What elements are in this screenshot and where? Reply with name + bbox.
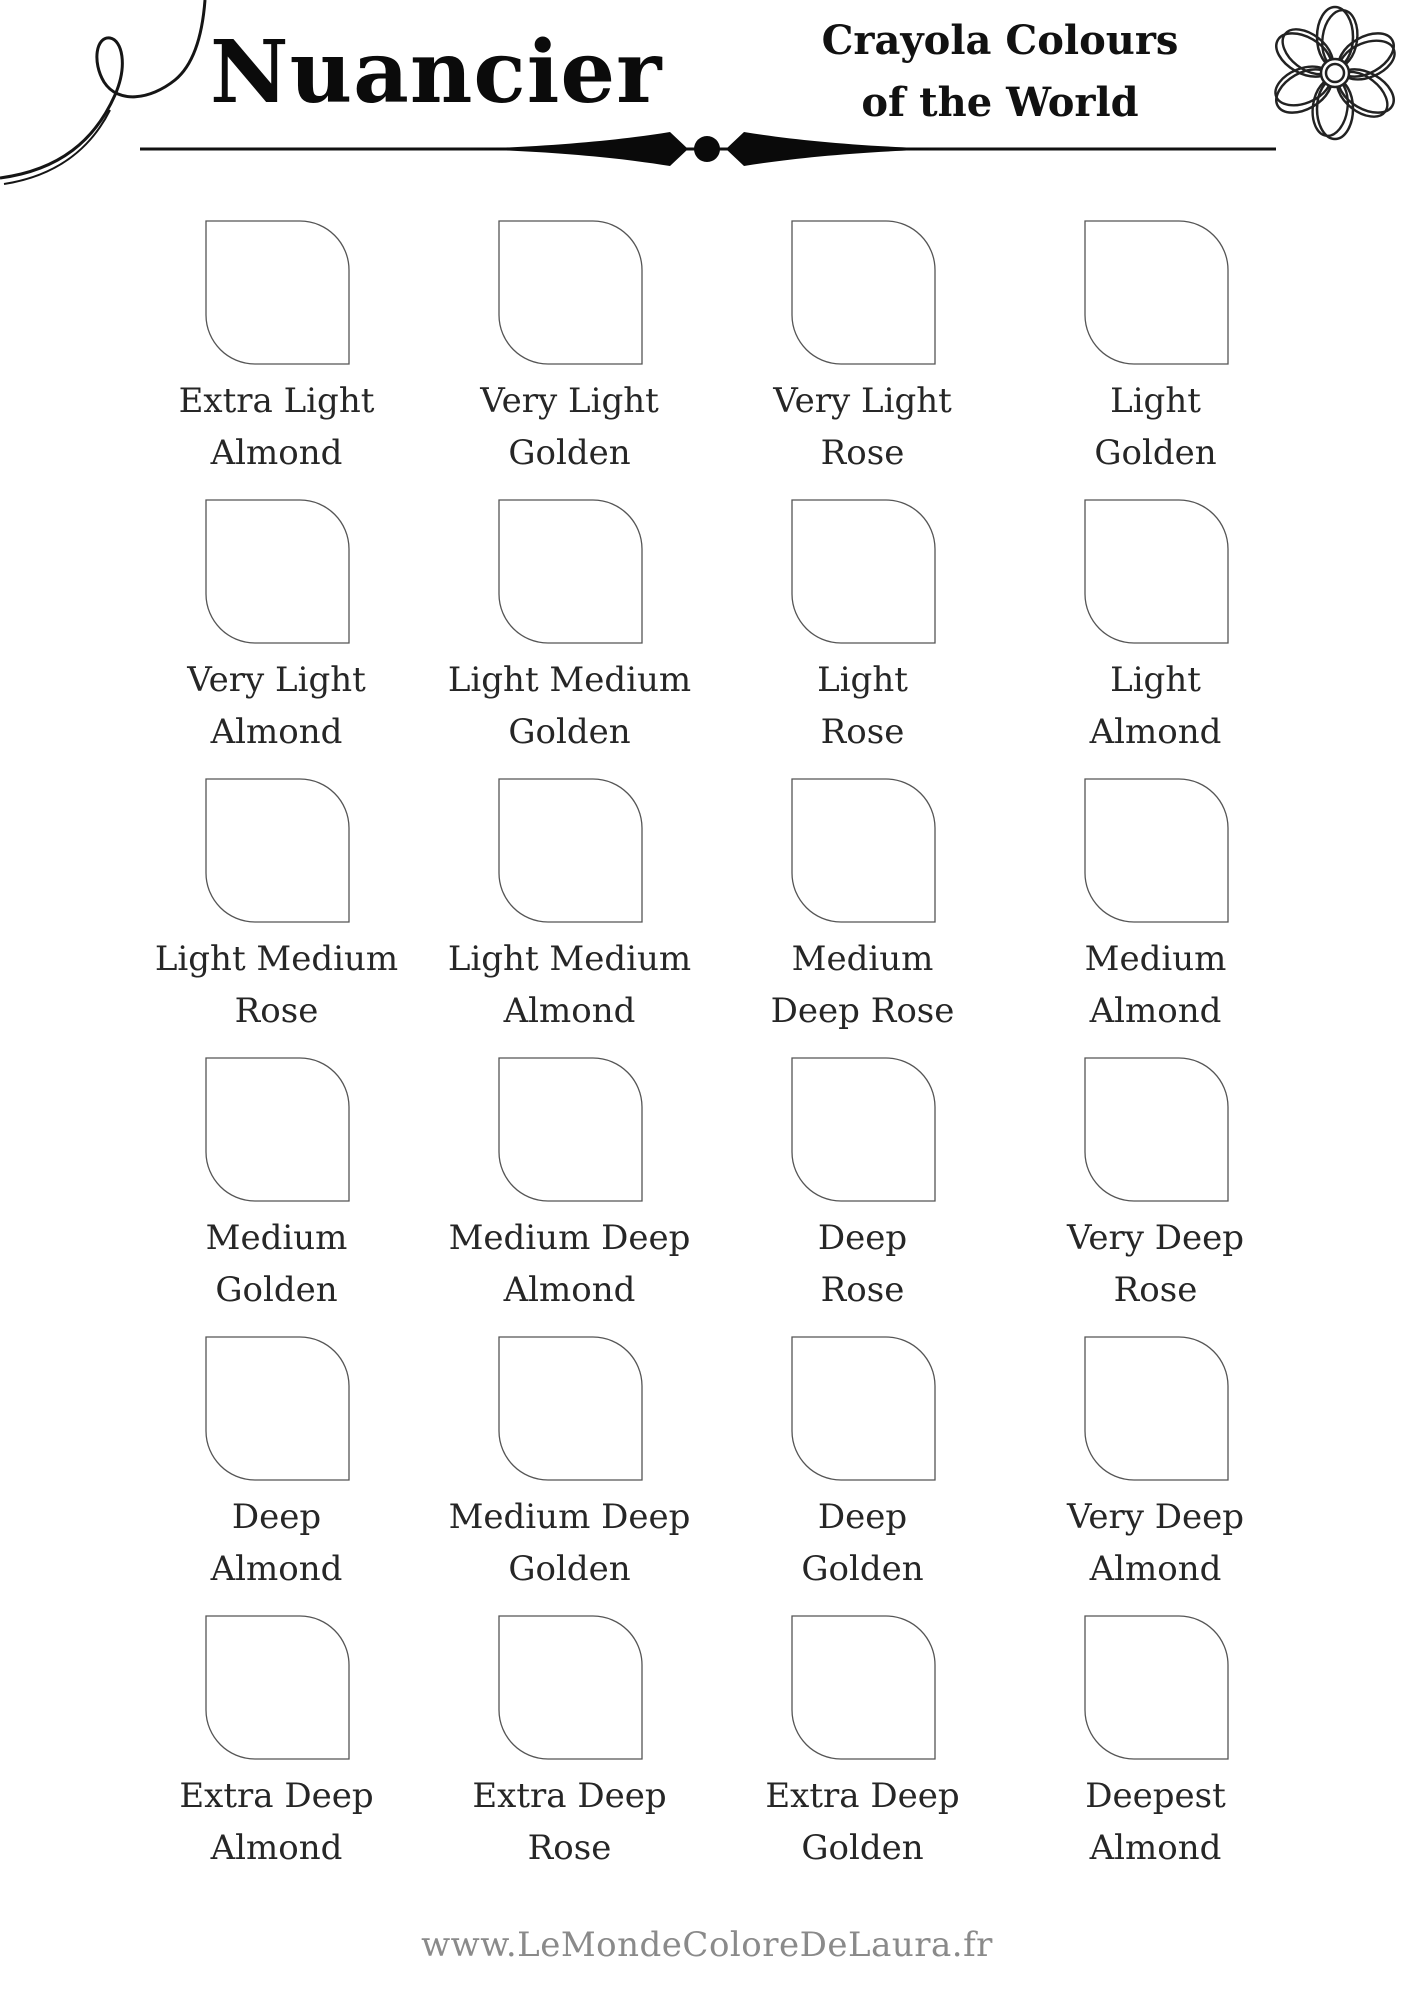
swatch-leaf-box[interactable] bbox=[791, 1615, 936, 1760]
swatch-label-line-1: Extra Light bbox=[178, 381, 375, 421]
swatch-label bbox=[1009, 1491, 1302, 1595]
swatch-label bbox=[716, 933, 1009, 1037]
swatch-label-line-2: Rose bbox=[1113, 1270, 1198, 1310]
swatch-cell bbox=[423, 1052, 716, 1331]
swatch-label-line-2: Golden bbox=[801, 1549, 924, 1589]
swatch-label-line-1: Medium bbox=[205, 1218, 348, 1258]
swatch-label-line-1: Deepest bbox=[1085, 1776, 1226, 1816]
swatch-label-line-2: Almond bbox=[210, 712, 343, 752]
swatch-label-line-1: Light bbox=[1110, 660, 1201, 700]
swatch-leaf-box[interactable] bbox=[1084, 1336, 1229, 1481]
swatch-label bbox=[716, 375, 1009, 479]
swatch-leaf-box[interactable] bbox=[1084, 1615, 1229, 1760]
swatch-label-line-1: Extra Deep bbox=[472, 1776, 667, 1816]
swatch-leaf-box[interactable] bbox=[1084, 1057, 1229, 1202]
swatch-cell bbox=[423, 215, 716, 494]
swatch-label-line-1: Medium Deep bbox=[448, 1497, 691, 1537]
swatch-label bbox=[130, 1491, 423, 1595]
swatch-cell bbox=[130, 773, 423, 1052]
subtitle-line-1: Crayola Colours bbox=[821, 17, 1179, 64]
swatch-label-line-1: Medium bbox=[791, 939, 934, 979]
swatch-leaf-box[interactable] bbox=[498, 1336, 643, 1481]
swatch-label-line-2: Golden bbox=[508, 1549, 631, 1589]
swatch-leaf-box[interactable] bbox=[205, 1057, 350, 1202]
swatch-leaf-box[interactable] bbox=[498, 1615, 643, 1760]
swatch-label-line-1: Light bbox=[1110, 381, 1201, 421]
swatch-label bbox=[1009, 375, 1302, 479]
footer-website: www.LeMondeColoreDeLaura.fr bbox=[421, 1925, 993, 1965]
swatch-label-line-2: Almond bbox=[1089, 712, 1222, 752]
swatch-leaf-box[interactable] bbox=[1084, 499, 1229, 644]
swatch-cell bbox=[716, 215, 1009, 494]
swatch-label-line-2: Rose bbox=[527, 1828, 612, 1868]
swatch-cell bbox=[130, 1331, 423, 1610]
swatch-label-line-2: Almond bbox=[503, 991, 636, 1031]
swatch-label bbox=[1009, 933, 1302, 1037]
swatch-label-line-1: Deep bbox=[817, 1497, 908, 1537]
swatch-cell bbox=[130, 494, 423, 773]
swatch-cell bbox=[423, 1610, 716, 1889]
swatch-label bbox=[716, 1212, 1009, 1316]
swatch-leaf-box[interactable] bbox=[205, 220, 350, 365]
swatch-leaf-box[interactable] bbox=[205, 1336, 350, 1481]
swatch-label-line-2: Golden bbox=[508, 433, 631, 473]
swatch-cell bbox=[1009, 215, 1302, 494]
swatch-label-line-2: Almond bbox=[1089, 1828, 1222, 1868]
swatch-label-line-1: Deep bbox=[231, 1497, 322, 1537]
swatch-label-line-2: Deep Rose bbox=[770, 991, 955, 1031]
swatch-label-line-1: Very Deep bbox=[1066, 1218, 1245, 1258]
swatch-cell bbox=[716, 494, 1009, 773]
swatch-label bbox=[130, 1212, 423, 1316]
swatch-cell bbox=[423, 1331, 716, 1610]
subtitle-line-2: of the World bbox=[861, 79, 1139, 126]
swatch-cell bbox=[716, 1610, 1009, 1889]
swatch-cell bbox=[423, 773, 716, 1052]
swatch-cell bbox=[716, 773, 1009, 1052]
swatch-label-line-1: Extra Deep bbox=[179, 1776, 374, 1816]
swatch-label-line-2: Rose bbox=[820, 712, 905, 752]
swatch-cell bbox=[130, 1052, 423, 1331]
swatch-label-line-1: Very Light bbox=[480, 381, 659, 421]
swatch-label-line-2: Almond bbox=[210, 1828, 343, 1868]
swatch-leaf-box[interactable] bbox=[791, 1336, 936, 1481]
swatch-label bbox=[1009, 654, 1302, 758]
swatch-label bbox=[423, 1212, 716, 1316]
swatch-label bbox=[130, 933, 423, 1037]
swatch-label bbox=[716, 654, 1009, 758]
swatch-label-line-1: Light Medium bbox=[154, 939, 399, 979]
swatch-label bbox=[130, 375, 423, 479]
swatch-cell bbox=[716, 1052, 1009, 1331]
swatch-label-line-1: Light Medium bbox=[447, 939, 692, 979]
swatch-leaf-box[interactable] bbox=[498, 499, 643, 644]
swatch-label-line-2: Rose bbox=[234, 991, 319, 1031]
swatch-label bbox=[716, 1491, 1009, 1595]
swatch-label bbox=[1009, 1770, 1302, 1874]
swatch-cell bbox=[1009, 1331, 1302, 1610]
swatch-label-line-2: Golden bbox=[801, 1828, 924, 1868]
swatch-cell bbox=[716, 1331, 1009, 1610]
swatch-label-line-2: Almond bbox=[210, 433, 343, 473]
swatch-leaf-box[interactable] bbox=[791, 499, 936, 644]
swatch-leaf-box[interactable] bbox=[498, 1057, 643, 1202]
swatch-leaf-box[interactable] bbox=[1084, 778, 1229, 923]
swatch-label-line-2: Golden bbox=[215, 1270, 338, 1310]
swatch-grid bbox=[130, 215, 1310, 1889]
swatch-leaf-box[interactable] bbox=[498, 220, 643, 365]
swatch-leaf-box[interactable] bbox=[205, 499, 350, 644]
swatch-cell bbox=[1009, 1052, 1302, 1331]
swatch-leaf-box[interactable] bbox=[791, 220, 936, 365]
swatch-label-line-1: Very Light bbox=[773, 381, 952, 421]
swatch-label-line-1: Medium bbox=[1084, 939, 1227, 979]
swatch-label-line-1: Light Medium bbox=[447, 660, 692, 700]
swatch-label-line-2: Rose bbox=[820, 433, 905, 473]
swatch-label-line-2: Rose bbox=[820, 1270, 905, 1310]
swatch-leaf-box[interactable] bbox=[791, 778, 936, 923]
swatch-leaf-box[interactable] bbox=[498, 778, 643, 923]
swatch-label-line-2: Almond bbox=[210, 1549, 343, 1589]
swatch-leaf-box[interactable] bbox=[205, 778, 350, 923]
swatch-label-line-1: Very Light bbox=[187, 660, 366, 700]
swatch-label-line-1: Very Deep bbox=[1066, 1497, 1245, 1537]
swatch-cell bbox=[1009, 773, 1302, 1052]
swatch-label bbox=[1009, 1212, 1302, 1316]
swatch-leaf-box[interactable] bbox=[205, 1615, 350, 1760]
swatch-cell bbox=[423, 494, 716, 773]
swatch-cell bbox=[1009, 1610, 1302, 1889]
swatch-label-line-2: Almond bbox=[503, 1270, 636, 1310]
swatch-label-line-2: Golden bbox=[508, 712, 631, 752]
swatch-label bbox=[130, 1770, 423, 1874]
page-title: Nuancier bbox=[210, 22, 663, 123]
swatch-leaf-box[interactable] bbox=[1084, 220, 1229, 365]
swatch-label-line-2: Golden bbox=[1094, 433, 1217, 473]
page-subtitle bbox=[800, 10, 1200, 134]
swatch-label-line-2: Almond bbox=[1089, 1549, 1222, 1589]
swatch-label bbox=[716, 1770, 1009, 1874]
swatch-label-line-1: Medium Deep bbox=[448, 1218, 691, 1258]
swatch-label-line-1: Extra Deep bbox=[765, 1776, 960, 1816]
swatch-leaf-box[interactable] bbox=[791, 1057, 936, 1202]
swatch-cell bbox=[130, 215, 423, 494]
swatch-label bbox=[423, 1770, 716, 1874]
swatch-label bbox=[423, 1491, 716, 1595]
swatch-label bbox=[130, 654, 423, 758]
swatch-label bbox=[423, 933, 716, 1037]
swatch-label bbox=[423, 375, 716, 479]
swatch-cell bbox=[130, 1610, 423, 1889]
swatch-label-line-1: Deep bbox=[817, 1218, 908, 1258]
swatch-label bbox=[423, 654, 716, 758]
swatch-cell bbox=[1009, 494, 1302, 773]
swatch-label-line-2: Almond bbox=[1089, 991, 1222, 1031]
swatch-label-line-1: Light bbox=[817, 660, 908, 700]
